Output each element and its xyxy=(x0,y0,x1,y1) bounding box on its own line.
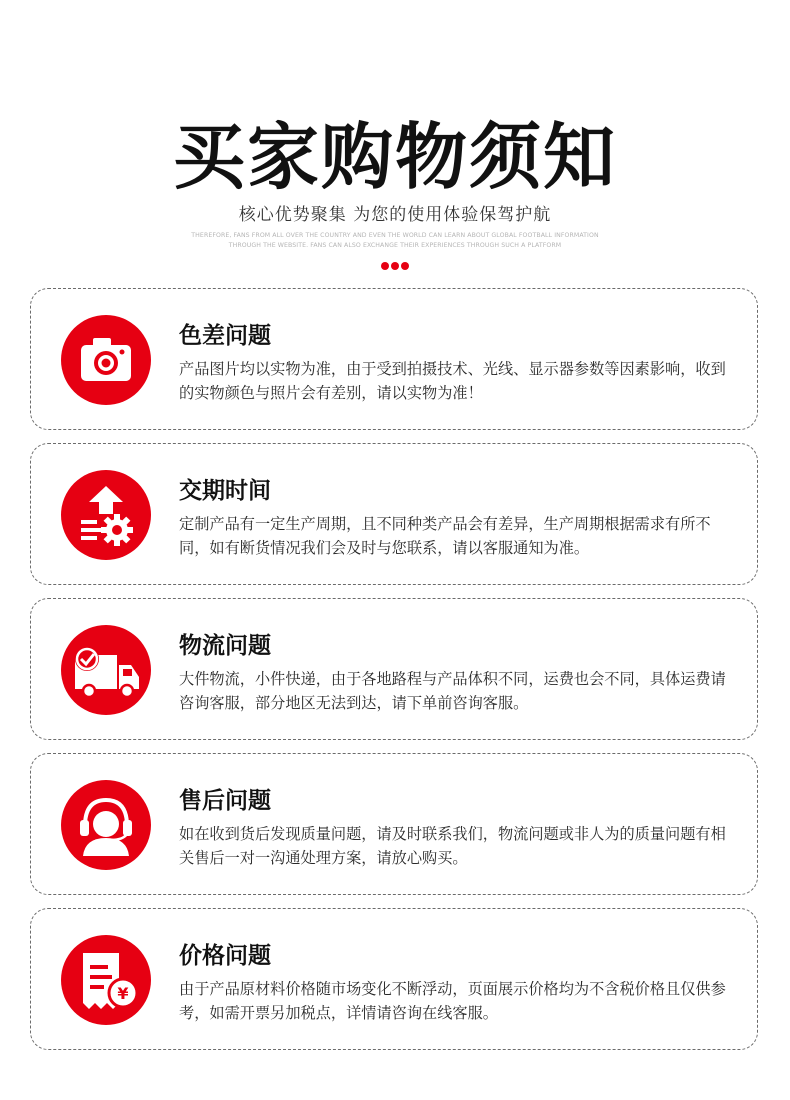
notice-card-delivery-time xyxy=(30,443,758,585)
card-body: 如在收到货后发现质量问题，请及时联系我们，物流问题或非人为的质量问题有相关售后一对一沟通处理方案，请放心购买。 xyxy=(179,825,726,867)
dot xyxy=(391,262,399,270)
dot xyxy=(401,262,409,270)
notice-card-logistics xyxy=(30,598,758,740)
english-tagline-line-1: THEREFORE, FANS FROM ALL OVER THE COUNTRY AND EVEN THE WORLD CAN LEARN ABOUT GLOBAL FOOTBALL INFORMATION xyxy=(191,232,599,239)
camera-icon xyxy=(61,315,151,405)
svg-text:¥: ¥ xyxy=(117,984,129,1003)
price-receipt-icon xyxy=(61,935,151,1025)
card-title: 交期时间 xyxy=(179,478,271,504)
card-title: 物流问题 xyxy=(179,633,271,659)
delivery-truck-icon xyxy=(61,625,151,715)
card-title: 售后问题 xyxy=(179,788,271,814)
english-tagline-line-2: THROUGH THE WEBSITE. FANS CAN ALSO EXCHANGE THEIR EXPERIENCES THROUGH SUCH A PLATFORM xyxy=(228,242,562,249)
card-body: 由于产品原材料价格随市场变化不断浮动，页面展示价格均为不含税价格且仅供参考，如需开票另加税点，详情请咨询在线客服。 xyxy=(179,980,726,1022)
notice-card-pricing xyxy=(30,908,758,1050)
card-title: 价格问题 xyxy=(179,943,271,969)
card-body: 定制产品有一定生产周期，且不同种类产品会有差异，生产周期根据需求有所不同，如有断货情况我们会及时与您联系，请以客服通知为准。 xyxy=(179,515,711,557)
page-subtitle: 核心优势聚集 为您的使用体验保驾护航 xyxy=(238,205,552,225)
card-title: 色差问题 xyxy=(179,323,271,349)
customer-service-icon xyxy=(61,780,151,870)
dot xyxy=(381,262,389,270)
card-body: 大件物流，小件快递，由于各地路程与产品体积不同，运费也会不同，具体运费请咨询客服，部分地区无法到达，请下单前咨询客服。 xyxy=(179,670,726,712)
notice-card-after-sales xyxy=(30,753,758,895)
page-header xyxy=(0,0,790,280)
card-body: 产品图片均以实物为准，由于受到拍摄技术、光线、显示器参数等因素影响，收到的实物颜色与照片会有差别，请以实物为准！ xyxy=(179,360,726,402)
upload-gear-icon xyxy=(61,470,151,560)
notice-card-color-difference xyxy=(30,288,758,430)
decorative-dots xyxy=(381,262,409,270)
page-title: 买家购物须知 xyxy=(172,115,617,199)
